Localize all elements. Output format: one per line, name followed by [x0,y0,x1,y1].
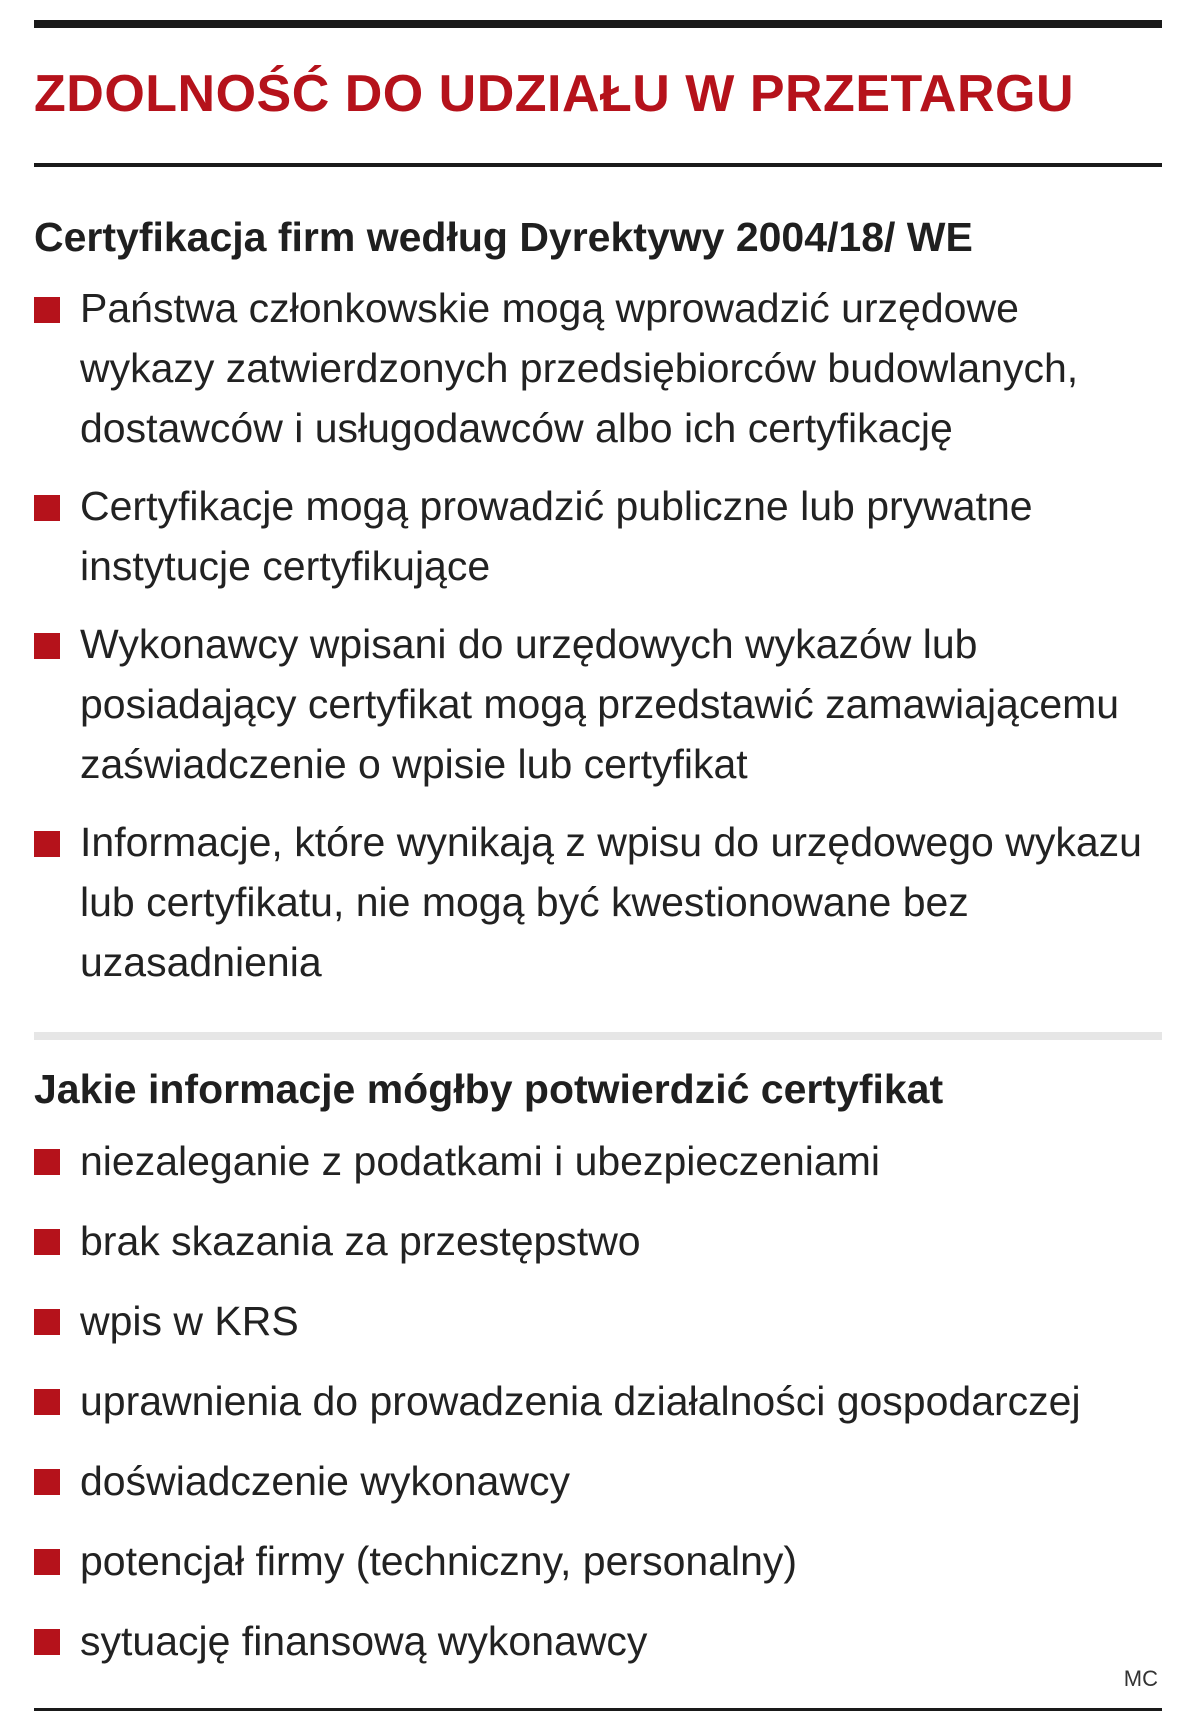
section-heading: Jakie informacje mógłby potwierdzić certyfikat [34,1066,944,1112]
section-divider [34,1032,1162,1040]
list-item-text: potencjał firmy (techniczny, personalny) [80,1538,798,1584]
top-rule [34,20,1162,28]
list-item [34,476,1162,596]
section-certificate-info [34,1062,1162,1690]
page-title: ZDOLNOŚĆ DO UDZIAŁU W PRZETARGU [34,65,1075,123]
bullet-list [34,1130,1162,1672]
square-bullet-icon [34,1149,60,1175]
square-bullet-icon [34,1629,60,1655]
list-item-text: Certyfikacje mogą prowadzić publiczne lub prywatne instytucje certyfikujące [80,483,1033,589]
list-item [34,278,1162,458]
title-rule [34,163,1162,167]
section-certification [34,210,1162,1010]
square-bullet-icon [34,495,60,521]
list-item-text: wpis w KRS [80,1298,299,1344]
infographic-box [34,0,1162,1721]
list-item [34,614,1162,794]
square-bullet-icon [34,1549,60,1575]
bottom-rule [34,1708,1162,1711]
list-item-text: niezaleganie z podatkami i ubezpieczeniami [80,1138,880,1184]
section-heading: Certyfikacja firm według Dyrektywy 2004/18/ WE [34,214,973,260]
square-bullet-icon [34,297,60,323]
list-item-text: doświadczenie wykonawcy [80,1458,570,1504]
list-item [34,1450,1162,1512]
list-item-text: uprawnienia do prowadzenia działalności gospodarczej [80,1378,1081,1424]
square-bullet-icon [34,1309,60,1335]
list-item [34,1610,1162,1672]
list-item [34,1530,1162,1592]
author-credit: MC [1123,1666,1158,1691]
list-item [34,812,1162,992]
list-item-text: Informacje, które wynikają z wpisu do urzędowego wykazu lub certyfikatu, nie mogą być kwestionowane bez uzasadnienia [80,819,1142,985]
square-bullet-icon [34,1389,60,1415]
list-item-text: Państwa członkowskie mogą wprowadzić urzędowe wykazy zatwierdzonych przedsiębiorców budowlanych, dostawców i usługodawców albo ich certyfikację [80,285,1079,451]
list-item [34,1130,1162,1192]
list-item-text: sytuację finansową wykonawcy [80,1618,648,1664]
square-bullet-icon [34,831,60,857]
list-item [34,1370,1162,1432]
list-item [34,1290,1162,1352]
square-bullet-icon [34,1469,60,1495]
list-item-text: brak skazania za przestępstwo [80,1218,641,1264]
list-item-text: Wykonawcy wpisani do urzędowych wykazów lub posiadający certyfikat mogą przedstawić zamawiającemu zaświadczenie o wpisie lub certyfikat [80,621,1120,787]
bullet-list [34,278,1162,992]
list-item [34,1210,1162,1272]
square-bullet-icon [34,633,60,659]
square-bullet-icon [34,1229,60,1255]
